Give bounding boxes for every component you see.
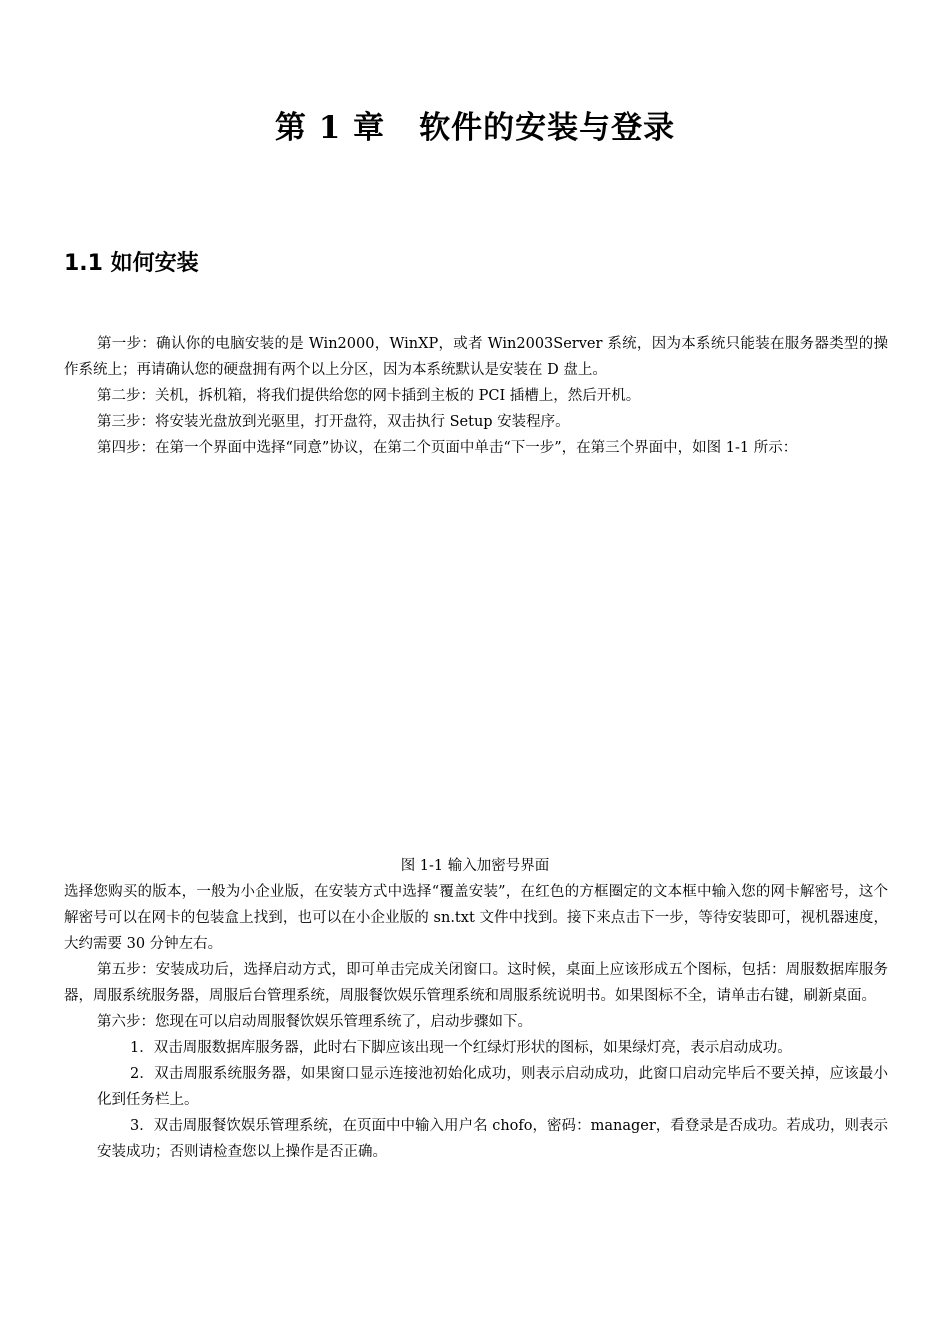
substep-2-paragraph: 2．双击周服系统服务器，如果窗口显示连接池初始化成功，则表示启动成功，此窗口启动完毕后不要关掉，应该最小化到任务栏上。 <box>97 1066 888 1108</box>
step-2-paragraph: 第二步：关机，拆机箱，将我们提供给您的网卡插到主板的 PCI 插槽上，然后开机。 <box>97 388 641 404</box>
install-steps-part-1 <box>64 331 888 461</box>
figure-placeholder <box>64 486 888 846</box>
chapter-number: 第 1 章 <box>274 110 386 146</box>
figure-caption: 图 1-1 输入加密号界面 <box>400 858 550 874</box>
step-4-paragraph: 第四步：在第一个界面中选择“同意”协议，在第二个页面中单击“下一步”，在第三个界面中，如图 1-1 所示： <box>97 440 798 456</box>
substep-1-paragraph: 1．双击周服数据库服务器，此时右下脚应该出现一个红绿灯形状的图标，如果绿灯亮，表示启动成功。 <box>130 1040 792 1056</box>
chapter-title <box>0 104 950 152</box>
substep-3-paragraph: 3．双击周服餐饮娱乐管理系统，在页面中中输入用户名 chofo，密码：manager，看登录是否成功。若成功，则表示安装成功；否则请检查您以上操作是否正确。 <box>97 1118 888 1160</box>
figure-continuation-paragraph: 选择您购买的版本，一般为小企业版，在安装方式中选择“覆盖安装”，在红色的方框圈定的文本框中输入您的网卡解密号，这个解密号可以在网卡的包装盒上找到，也可以在小企业版的 sn.txt 文件中找到。接下来点击下一步，等待安装即可，视机器速度，大约需要 30 分钟左右。 <box>64 884 888 952</box>
install-steps-part-2 <box>64 879 888 1165</box>
step-1-paragraph: 第一步：确认你的电脑安装的是 Win2000，WinXP，或者 Win2003Server 系统，因为本系统只能装在服务器类型的操作系统上；再请确认您的硬盘拥有两个以上分区，因为本系统默认是安装在 D 盘上。 <box>64 336 888 378</box>
step-5-paragraph: 第五步：安装成功后，选择启动方式，即可单击完成关闭窗口。这时候，桌面上应该形成五个图标，包括：周服数据库服务器，周服系统服务器，周服后台管理系统，周服餐饮娱乐管理系统和周服系统说明书。如果图标不全，请单击右键，刷新桌面。 <box>64 962 888 1004</box>
step-3-paragraph: 第三步：将安装光盘放到光驱里，打开盘符，双击执行 Setup 安装程序。 <box>97 414 570 430</box>
chapter-name: 软件的安装与登录 <box>419 110 676 146</box>
section-title: 1.1 如何安装 <box>64 251 199 276</box>
step-6-paragraph: 第六步：您现在可以启动周服餐饮娱乐管理系统了，启动步骤如下。 <box>97 1014 532 1030</box>
